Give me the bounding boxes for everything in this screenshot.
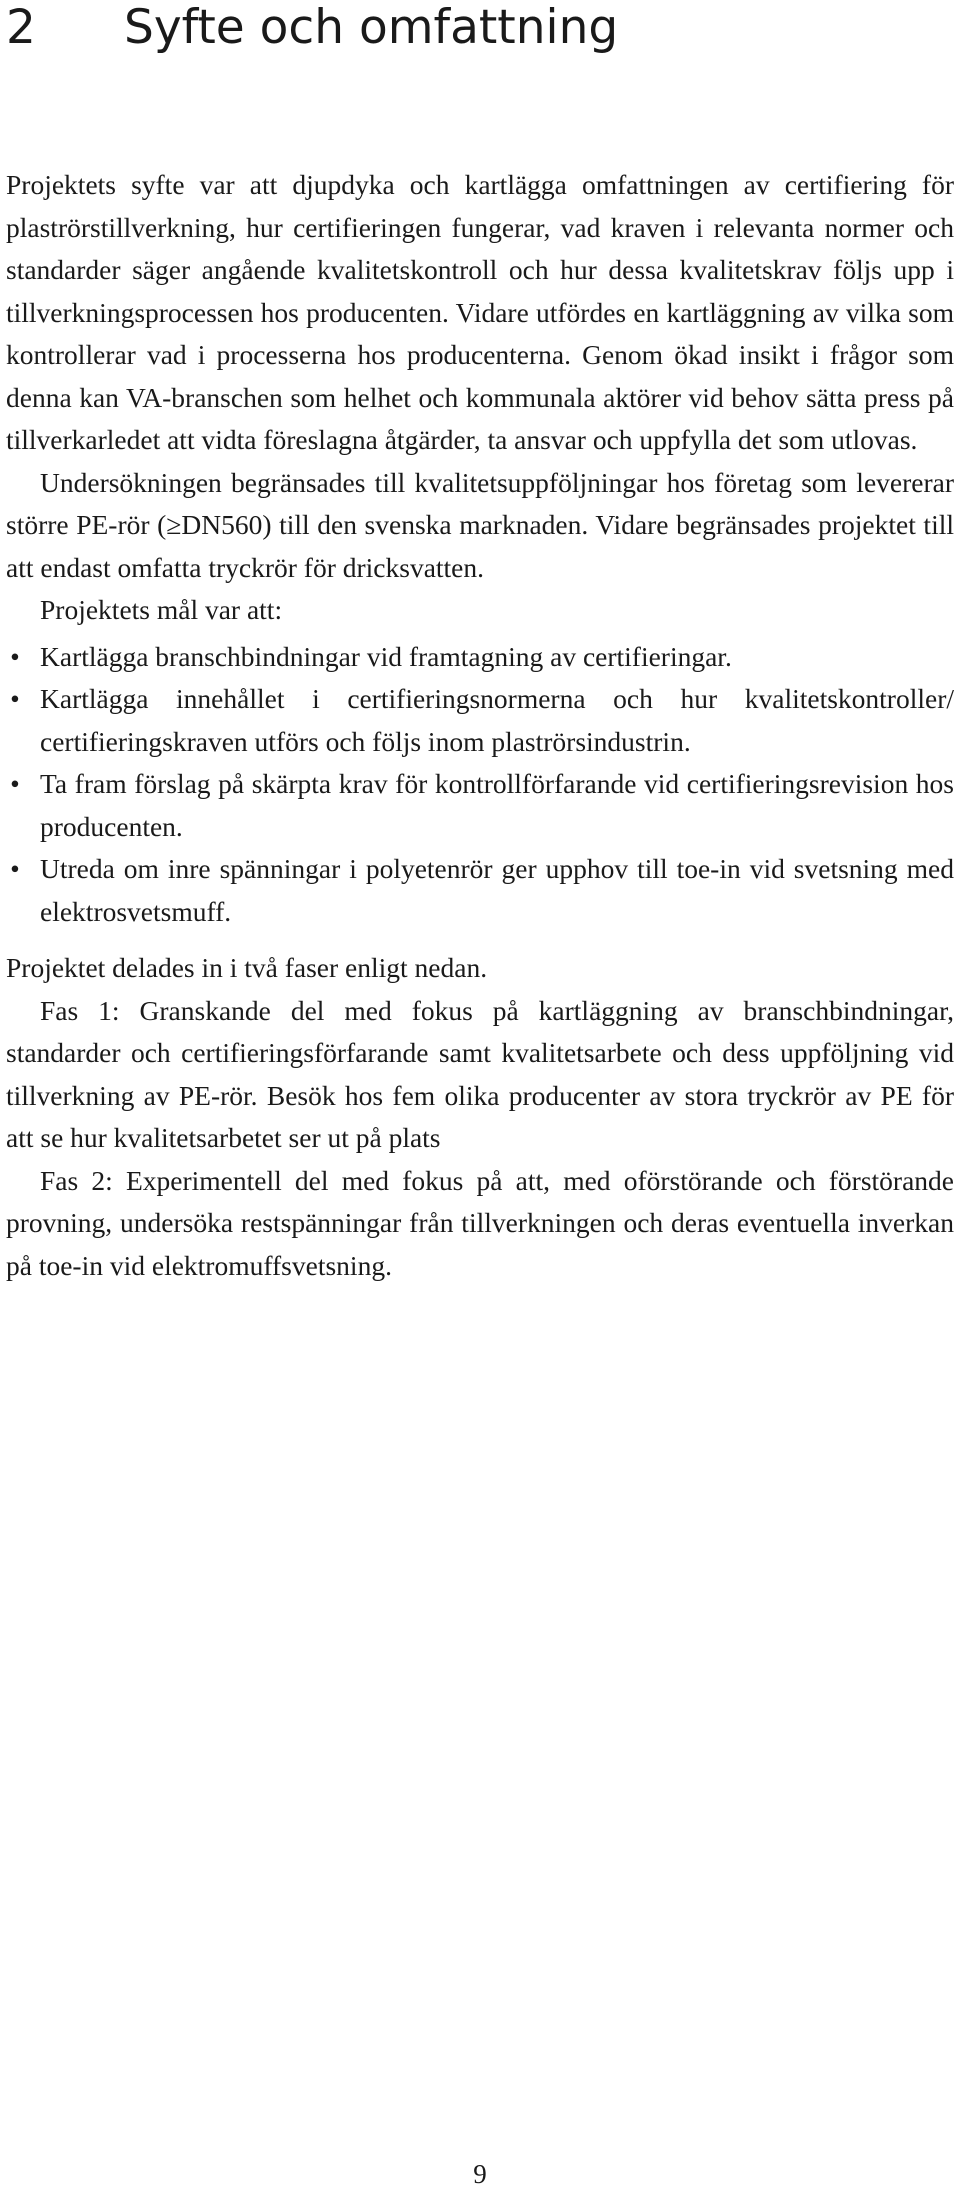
goals-list (6, 636, 954, 934)
list-item (6, 848, 954, 933)
paragraph-phase-2: Fas 2: Experimentell del med fokus på att, med oförstörande och förstörande provning, undersöka restspänningar från tillverkningen och deras eventuella inverkan på toe-in vid elektromuffsvetsning. (6, 1164, 954, 1281)
section-number: 2 (6, 0, 36, 55)
paragraph-scope: Undersökningen begränsades till kvalitetsuppföljningar hos företag som levererar större PE-rör (≥DN560) till den svenska marknaden. Vidare begränsades projektet till att endast omfatta tryckrör för dricksvatten. (6, 466, 954, 583)
list-item-text: Ta fram förslag på skärpta krav för kontrollförfarande vid certifieringsrevision hos producenten. (40, 768, 954, 842)
list-item (6, 636, 954, 679)
list-item-text: Utreda om inre spänningar i polyetenrör ger upphov till toe-in vid svetsning med elektrosvetsmuff. (40, 853, 954, 927)
paragraph-phase-1: Fas 1: Granskande del med fokus på kartläggning av branschbindningar, standarder och certifieringsförfarande samt kvalitetsarbete och dess uppföljning vid tillverkning av PE-rör. Besök hos fem olika producenter av stora tryckrör av PE för att se hur kvalitetsarbetet ser ut på plats (6, 994, 954, 1153)
paragraph-purpose: Projektets syfte var att djupdyka och kartlägga omfattningen av certifiering för plaströrstillverkning, hur certifieringen fungerar, vad kraven i relevanta normer och standarder säger angående kvalitetskontroll och hur dessa kvalitetskrav följs upp i tillverkningsprocessen hos producenten. Vidare utfördes en kartläggning av vilka som kontrollerar vad i processerna hos producenterna. Genom ökad insikt i frågor som denna kan VA-branschen som helhet och kommunala aktörer vid behov sätta press på tillverkarledet att vidta föreslagna åtgärder, ta ansvar och uppfylla det som utlovas. (6, 169, 954, 455)
list-item-text: Kartlägga innehållet i certifieringsnormerna och hur kvalitetskontroller/ certifieringskraven utförs och följs inom plaströrsindustrin. (40, 683, 954, 757)
list-item (6, 763, 954, 848)
paragraph-goals-intro: Projektets mål var att: (40, 594, 283, 625)
section-title: Syfte och omfattning (124, 0, 619, 55)
page-number: 9 (473, 2159, 487, 2189)
list-item (6, 678, 954, 763)
paragraph-phases-intro: Projektet delades in i två faser enligt nedan. (6, 952, 488, 983)
section-heading (6, 0, 946, 56)
list-item-text: Kartlägga branschbindningar vid framtagning av certifieringar. (40, 640, 732, 672)
bullet-icon: • (10, 853, 20, 884)
bullet-icon: • (10, 640, 20, 672)
body-text (6, 164, 954, 1287)
bullet-icon: • (10, 683, 20, 714)
bullet-icon: • (10, 768, 20, 799)
